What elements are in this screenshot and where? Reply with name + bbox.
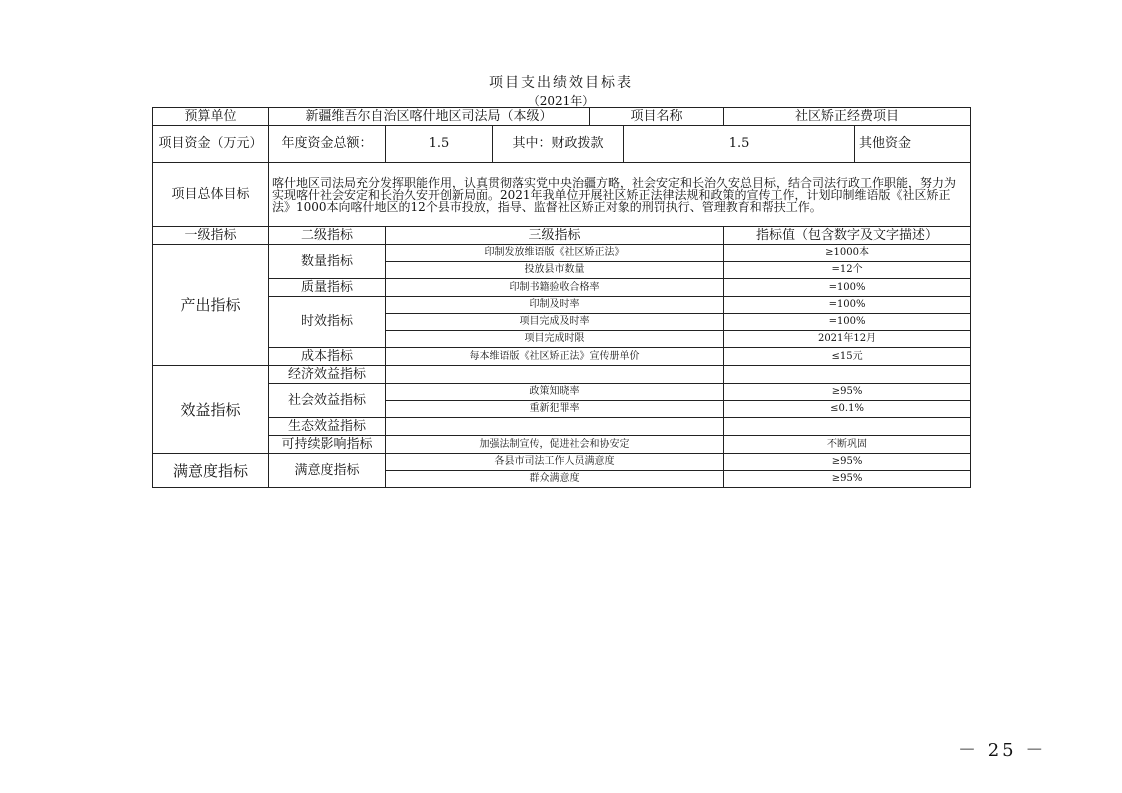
overall-goal-label: 项目总体目标: [153, 163, 269, 227]
indicator-value: ≥95%: [724, 384, 971, 401]
indicator-name: 项目完成时限: [386, 331, 724, 348]
indicator-name: 政策知晓率: [386, 384, 724, 401]
page-number: － 25 －: [958, 740, 1047, 761]
satisfaction-indicator-label: 满意度指标: [153, 454, 269, 488]
indicator-name: 投放县市数量: [386, 262, 724, 279]
value-header: 指标值（包含数字及文字描述）: [724, 227, 971, 245]
indicator-value: ≥95%: [724, 454, 971, 471]
budget-unit-row: [153, 108, 971, 126]
indicator-value: ≥95%: [724, 471, 971, 488]
indicator-value: =12个: [724, 262, 971, 279]
quantity-indicator-label: 数量指标: [269, 245, 386, 279]
indicator-name: 各县市司法工作人员满意度: [386, 454, 724, 471]
other-funds-label: 其他资金: [855, 126, 971, 163]
indicator-value: 2021年12月: [724, 331, 971, 348]
annual-total-label: 年度资金总额：: [269, 126, 386, 163]
indicator-name: 重新犯罪率: [386, 401, 724, 418]
indicator-value: ≥1000本: [724, 245, 971, 262]
table-row: [153, 348, 971, 366]
level3-header: 三级指标: [386, 227, 724, 245]
column-header-row: [153, 227, 971, 245]
indicator-name: 项目完成及时率: [386, 314, 724, 331]
output-indicator-label: 产出指标: [153, 245, 269, 366]
indicator-value: [724, 418, 971, 436]
indicator-name: 印制书籍验收合格率: [386, 279, 724, 297]
sustainable-impact-label: 可持续影响指标: [269, 436, 386, 454]
table-row: [153, 454, 971, 471]
satisfaction-sub-label: 满意度指标: [269, 454, 386, 488]
table-row: [153, 436, 971, 454]
indicator-name: 印制及时率: [386, 297, 724, 314]
indicator-value: =100%: [724, 279, 971, 297]
project-name-label: 项目名称: [590, 108, 724, 126]
project-funds-label: 项目资金（万元）: [153, 126, 269, 163]
overall-goal-text: 喀什地区司法局充分发挥职能作用，认真贯彻落实党中央治疆方略，社会安定和长治久安总目标，结合司法行政工作职能，努力为实现喀什社会安定和长治久安开创新局面。2021年我单位开展社区矫正法律法规和政策的宣传工作，计划印制维语版《社区矫正法》1000本向喀什地区的12个县市投放，指导、监督社区矫正对象的刑罚执行、管理教育和帮扶工作。: [269, 163, 971, 227]
level1-header: 一级指标: [153, 227, 269, 245]
budget-unit-label: 预算单位: [153, 108, 269, 126]
indicator-name: 群众满意度: [386, 471, 724, 488]
performance-target-table: [152, 107, 971, 488]
indicator-value: 不断巩固: [724, 436, 971, 454]
overall-goal-row: [153, 163, 971, 227]
annual-total-value: 1.5: [386, 126, 493, 163]
table-row: [153, 366, 971, 384]
document-year: （2021年）: [527, 94, 595, 108]
project-name-value: 社区矫正经费项目: [724, 108, 971, 126]
indicator-value: =100%: [724, 297, 971, 314]
indicator-value: =100%: [724, 314, 971, 331]
indicator-value: ≤0.1%: [724, 401, 971, 418]
cost-indicator-label: 成本指标: [269, 348, 386, 366]
table-row: [153, 418, 971, 436]
table-row: [153, 279, 971, 297]
benefit-indicator-label: 效益指标: [153, 366, 269, 454]
table-row: [153, 245, 971, 262]
economic-benefit-label: 经济效益指标: [269, 366, 386, 384]
budget-unit-value: 新疆维吾尔自治区喀什地区司法局（本级）: [269, 108, 590, 126]
ecological-benefit-label: 生态效益指标: [269, 418, 386, 436]
timeliness-indicator-label: 时效指标: [269, 297, 386, 348]
indicator-name: [386, 366, 724, 384]
indicator-name: 每本维语版《社区矫正法》宣传册单价: [386, 348, 724, 366]
fiscal-funds-value: 1.5: [624, 126, 855, 163]
indicator-value: ≤15元: [724, 348, 971, 366]
document-title: 项目支出绩效目标表: [489, 75, 633, 91]
indicator-name: 加强法制宣传，促进社会和协安定: [386, 436, 724, 454]
indicator-value: [724, 366, 971, 384]
level2-header: 二级指标: [269, 227, 386, 245]
table-row: [153, 384, 971, 401]
social-benefit-label: 社会效益指标: [269, 384, 386, 418]
quality-indicator-label: 质量指标: [269, 279, 386, 297]
indicator-name: 印制发放维语版《社区矫正法》: [386, 245, 724, 262]
fiscal-funds-label: 其中：财政拨款: [493, 126, 624, 163]
indicator-name: [386, 418, 724, 436]
funds-row: [153, 126, 971, 163]
table-row: [153, 297, 971, 314]
